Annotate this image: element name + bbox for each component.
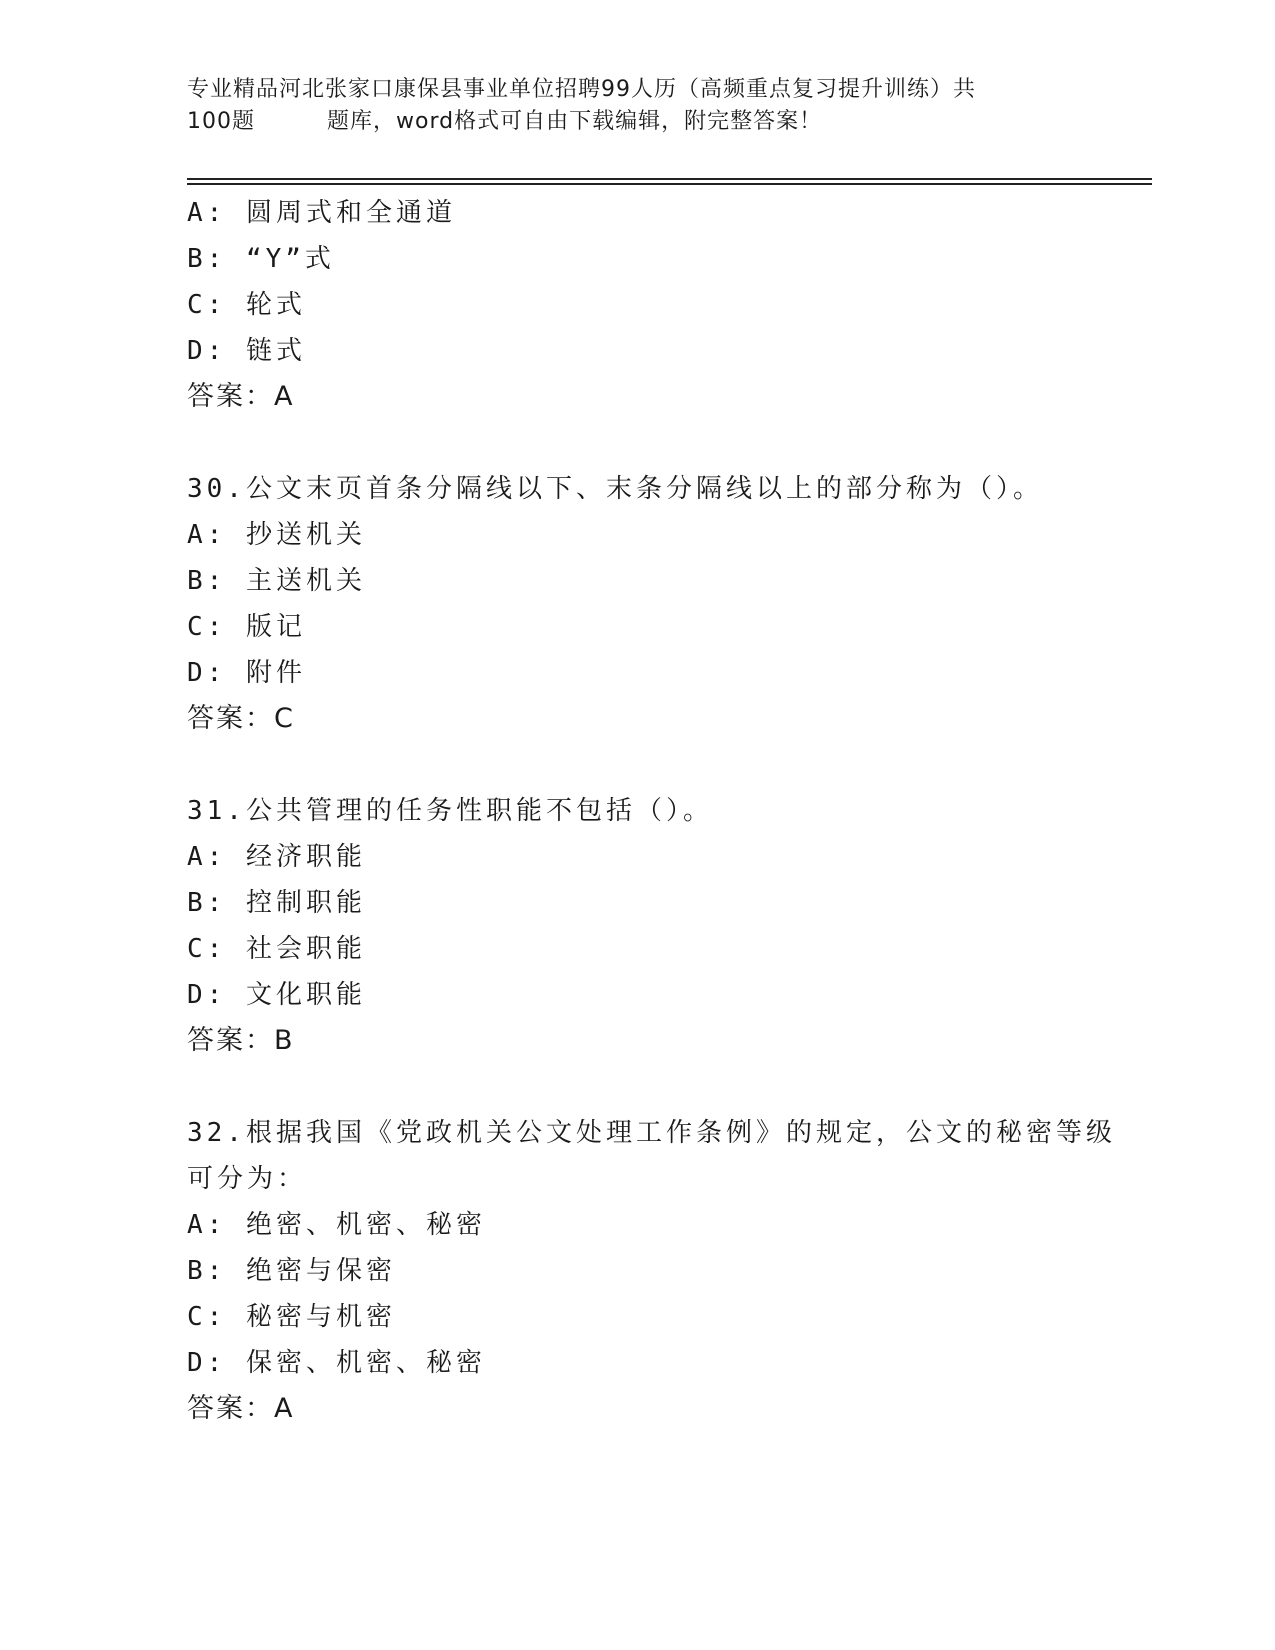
- question-list: [187, 190, 1116, 1432]
- option-b: B: 绝密与保密: [187, 1256, 396, 1286]
- option-a: A: 绝密、机密、秘密: [187, 1210, 486, 1240]
- header-question-count: 100题: [187, 109, 255, 134]
- option-d: D: 附件: [187, 658, 306, 688]
- option-b: B: 控制职能: [187, 888, 366, 918]
- answer: 答案：A: [187, 1393, 295, 1424]
- header-description: 题库，word格式可自由下载编辑，附完整答案！: [327, 109, 823, 134]
- header-line-2: [187, 106, 1067, 138]
- document-header: [187, 74, 1067, 138]
- question-text: 31.公共管理的任务性职能不包括（）。: [187, 796, 713, 826]
- option-c: C: 轮式: [187, 290, 306, 320]
- option-b: B: “Y”式: [187, 244, 335, 274]
- option-d: D: 链式: [187, 336, 306, 366]
- option-a: A: 圆周式和全通道: [187, 198, 456, 228]
- option-c: C: 版记: [187, 612, 306, 642]
- option-d: D: 保密、机密、秘密: [187, 1348, 486, 1378]
- option-d: D: 文化职能: [187, 980, 366, 1010]
- header-divider-bottom: [187, 183, 1152, 185]
- answer: 答案：B: [187, 1025, 295, 1056]
- question-29: [187, 190, 1107, 420]
- question-32: [187, 1110, 1116, 1432]
- answer: 答案：C: [187, 703, 295, 734]
- question-text-line-2: 可分为：: [187, 1164, 308, 1194]
- question-text: 30.公文末页首条分隔线以下、末条分隔线以上的部分称为（）。: [187, 474, 1043, 504]
- question-30: [187, 466, 1107, 742]
- answer: 答案：A: [187, 381, 295, 412]
- header-line-1: 专业精品河北张家口康保县事业单位招聘99人历（高频重点复习提升训练）共: [187, 77, 976, 102]
- question-31: [187, 788, 1107, 1064]
- question-text-line-1: 32.根据我国《党政机关公文处理工作条例》的规定，公文的秘密等级: [187, 1118, 1116, 1148]
- header-divider-top: [187, 178, 1152, 180]
- option-c: C: 秘密与机密: [187, 1302, 396, 1332]
- option-b: B: 主送机关: [187, 566, 366, 596]
- option-a: A: 经济职能: [187, 842, 366, 872]
- option-c: C: 社会职能: [187, 934, 366, 964]
- option-a: A: 抄送机关: [187, 520, 366, 550]
